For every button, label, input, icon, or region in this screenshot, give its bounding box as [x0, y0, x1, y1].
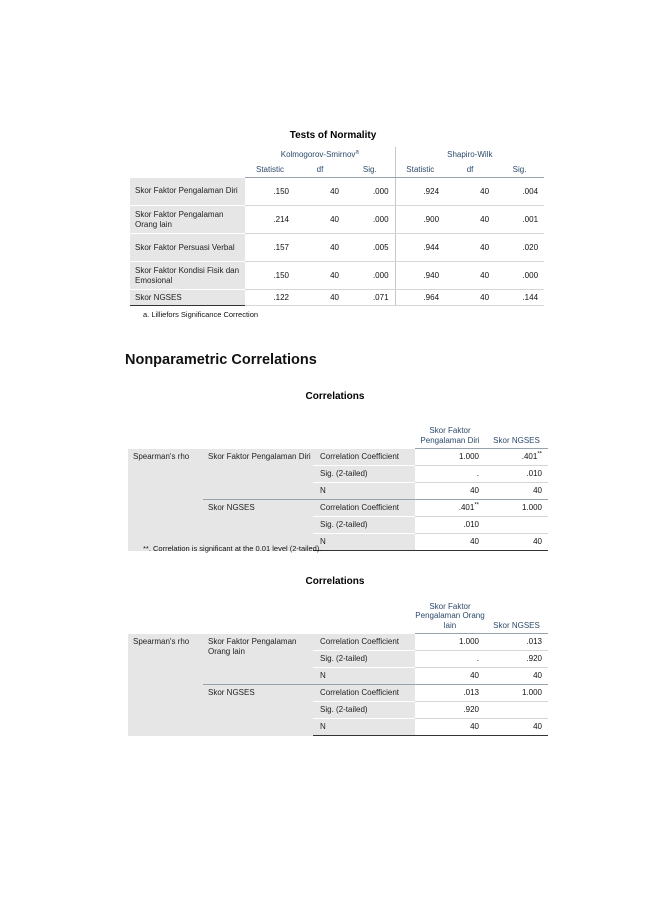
- row-label: Skor Faktor Pengalaman Orang lain: [130, 206, 245, 234]
- ks-sig-header: Sig.: [345, 163, 395, 178]
- table-row: Skor NGSES .122 40 .071 .964 40 .144: [130, 290, 544, 306]
- correlations-1-table: [128, 405, 548, 551]
- sw-sig-header: Sig.: [495, 163, 544, 178]
- table-row: N 40 40: [128, 668, 548, 685]
- table-row: N 40 40: [128, 483, 548, 500]
- table-row: Sig. (2-tailed) .920: [128, 702, 548, 719]
- row-label: Skor NGSES: [130, 290, 245, 306]
- table-row: Skor Faktor Kondisi Fisik dan Emosional .150 40 .000 .940 40 .000: [130, 262, 544, 290]
- var2-label: Skor NGSES: [203, 685, 313, 736]
- table-row: Spearman's rho Skor Faktor Pengalaman Diri Correlation Coefficient 1.000 .401**: [128, 449, 548, 466]
- table-row: Spearman's rho Skor Faktor Pengalaman Orang lain Correlation Coefficient 1.000 .013: [128, 634, 548, 651]
- table-row: Sig. (2-tailed) . .010: [128, 466, 548, 483]
- table-row: N 40 40: [128, 719, 548, 736]
- var2-label: Skor NGSES: [203, 500, 313, 551]
- correlations-1-footnote: **. Correlation is significant at the 0.01 level (2-tailed).: [143, 544, 322, 553]
- table-row: N 40 40: [128, 534, 548, 551]
- var1-label: Skor Faktor Pengalaman Orang lain: [203, 634, 313, 685]
- sw-group-header: Shapiro-Wilk: [395, 147, 544, 163]
- row-label: Skor Faktor Kondisi Fisik dan Emosional: [130, 262, 245, 290]
- table-row: Skor NGSES Correlation Coefficient .013 1.000: [128, 685, 548, 702]
- ks-statistic-header: Statistic: [245, 163, 295, 178]
- col-header-ngses: Skor NGSES: [485, 590, 548, 634]
- table-row: Sig. (2-tailed) . .920: [128, 651, 548, 668]
- normality-corner: [130, 147, 245, 163]
- sw-df-header: df: [445, 163, 495, 178]
- table-row: Skor Faktor Pengalaman Diri .150 40 .000 .924 40 .004: [130, 178, 544, 206]
- ks-df-header: df: [295, 163, 345, 178]
- row-label: Skor Faktor Persuasi Verbal: [130, 234, 245, 262]
- var1-label: Skor Faktor Pengalaman Diri: [203, 449, 313, 500]
- normality-footnote: a. Lilliefors Significance Correction: [143, 310, 259, 319]
- table-row: Sig. (2-tailed) .010: [128, 517, 548, 534]
- ks-group-header: Kolmogorov-Smirnov$^a$: [280, 149, 359, 159]
- section-heading: Nonparametric Correlations: [125, 352, 317, 368]
- col-header-ngses: Skor NGSES: [485, 405, 548, 449]
- correlations-2-table: [128, 590, 548, 736]
- correlations-1-title: Correlations: [305, 391, 365, 402]
- col-header-var1: Skor Faktor Pengalaman Orang lain: [415, 590, 485, 634]
- method-label: Spearman's rho: [128, 449, 203, 551]
- normality-table: [130, 147, 544, 306]
- col-header-var1: Skor Faktor Pengalaman Diri: [415, 405, 485, 449]
- table-row: Skor Faktor Persuasi Verbal .157 40 .005 .944 40 .020: [130, 234, 544, 262]
- normality-title: Tests of Normality: [289, 130, 377, 141]
- correlations-2-title: Correlations: [305, 576, 365, 587]
- method-label: Spearman's rho: [128, 634, 203, 736]
- table-row: Skor Faktor Pengalaman Orang lain .214 40 .000 .900 40 .001: [130, 206, 544, 234]
- row-label: Skor Faktor Pengalaman Diri: [130, 178, 245, 206]
- sw-statistic-header: Statistic: [395, 163, 445, 178]
- table-row: Skor NGSES Correlation Coefficient .401** 1.000: [128, 500, 548, 517]
